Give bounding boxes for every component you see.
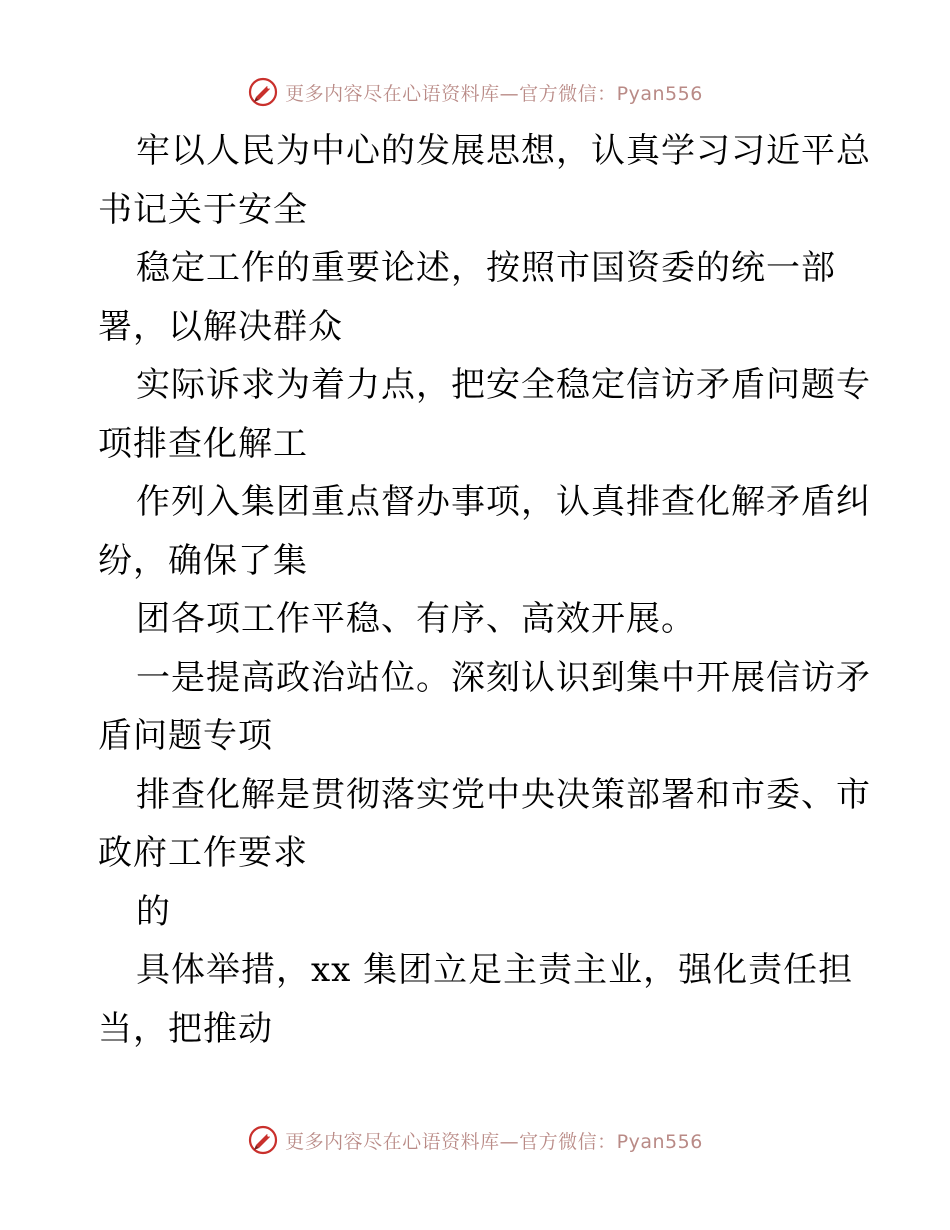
text-line: 的 bbox=[136, 891, 171, 932]
text-line: 实际诉求为着力点，把安全稳定信访矛盾问题专 bbox=[136, 365, 871, 405]
pen-circle-logo-icon bbox=[247, 1124, 279, 1156]
text-line: 稳定工作的重要论述，按照市国资委的统一部 bbox=[136, 248, 836, 288]
text-line: 牢以人民为中心的发展思想，认真学习习近平总 bbox=[136, 131, 871, 171]
text-line: 团各项工作平稳、有序、高效开展。 bbox=[136, 599, 696, 639]
text-line: 当，把推动 bbox=[98, 1008, 273, 1049]
header-watermark bbox=[0, 72, 950, 112]
text-line: 排查化解是贯彻落实党中央决策部署和市委、市 bbox=[136, 774, 871, 815]
text-line: 盾问题专项 bbox=[98, 716, 273, 756]
text-line: 政府工作要求 bbox=[98, 833, 308, 873]
text-line: 作列入集团重点督办事项，认真排查化解矛盾纠 bbox=[136, 482, 871, 522]
document-body bbox=[98, 122, 871, 1058]
footer-watermark bbox=[0, 1120, 950, 1160]
pen-circle-logo-icon bbox=[247, 76, 279, 108]
text-line: 署，以解决群众 bbox=[98, 306, 343, 347]
text-line: 一是提高政治站位。深刻认识到集中开展信访矛 bbox=[136, 657, 871, 698]
watermark-text: 更多内容尽在心语资料库—官方微信：Pyan556 bbox=[285, 82, 703, 105]
text-line: 纷，确保了集 bbox=[98, 540, 308, 581]
text-line: 书记关于安全 bbox=[98, 189, 308, 230]
text-line: 项排查化解工 bbox=[98, 423, 308, 464]
watermark-text: 更多内容尽在心语资料库—官方微信：Pyan556 bbox=[285, 1130, 703, 1153]
text-line: 具体举措，xx 集团立足主责主业，强化责任担 bbox=[136, 950, 854, 990]
